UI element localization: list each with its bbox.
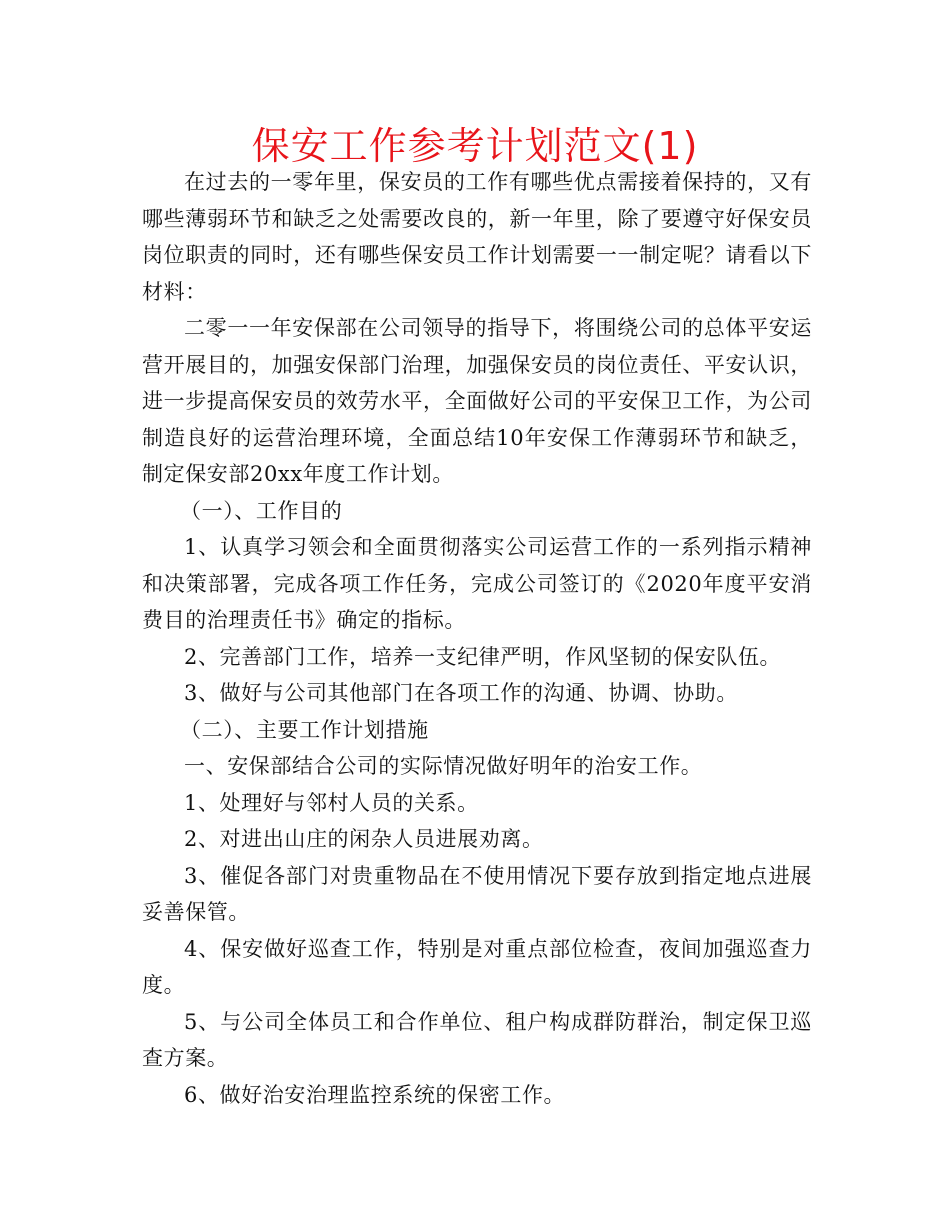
document-title: 保安工作参考计划范文(1) <box>251 124 699 168</box>
overview-paragraph: 二零一一年安保部在公司领导的指导下，将围绕公司的总体平安运营开展目的，加强安保部门治理，加强保安员的岗位责任、平安认识，进一步提高保安员的效劳水平，全面做好公司的平安保卫工作，为公司制造良好的运营治理环境，全面总结10年安保工作薄弱环节和缺乏，制定保安部20xx年度工作计划。 <box>142 316 812 486</box>
measures-subheading: 一、安保部结合公司的实际情况做好明年的治安工作。 <box>184 754 703 778</box>
goal-item-3: 3、做好与公司其他部门在各项工作的沟通、协调、协助。 <box>184 681 738 705</box>
goal-item-1: 1、认真学习领会和全面贯彻落实公司运营工作的一系列指示精神和决策部署，完成各项工作任务，完成公司签订的《2020年度平安消费目的治理责任书》确定的指标。 <box>142 535 812 632</box>
section-heading-measures: （二）、主要工作计划措施 <box>180 717 429 742</box>
document-body <box>142 164 812 1113</box>
section-heading-goals: （一）、工作目的 <box>180 498 343 523</box>
measure-item-3: 3、催促各部门对贵重物品在不使用情况下要存放到指定地点进展妥善保管。 <box>142 863 812 924</box>
measure-item-6: 6、做好治安治理监控系统的保密工作。 <box>184 1082 566 1107</box>
measure-item-2: 2、对进出山庄的闲杂人员进展劝离。 <box>184 827 544 851</box>
measure-item-4: 4、保安做好巡查工作，特别是对重点部位检查，夜间加强巡查力度。 <box>142 936 812 997</box>
measure-item-5: 5、与公司全体员工和合作单位、租户构成群防群治，制定保卫巡查方案。 <box>142 1009 812 1070</box>
intro-paragraph: 在过去的一零年里，保安员的工作有哪些优点需接着保持的，又有哪些薄弱环节和缺乏之处需要改良的，新一年里，除了要遵守好保安员岗位职责的同时，还有哪些保安员工作计划需要一一制定呢？请看以下材料： <box>142 170 812 304</box>
goal-item-2: 2、完善部门工作，培养一支纪律严明，作风坚韧的保安队伍。 <box>184 644 782 669</box>
measure-item-1: 1、处理好与邻村人员的关系。 <box>184 790 479 815</box>
